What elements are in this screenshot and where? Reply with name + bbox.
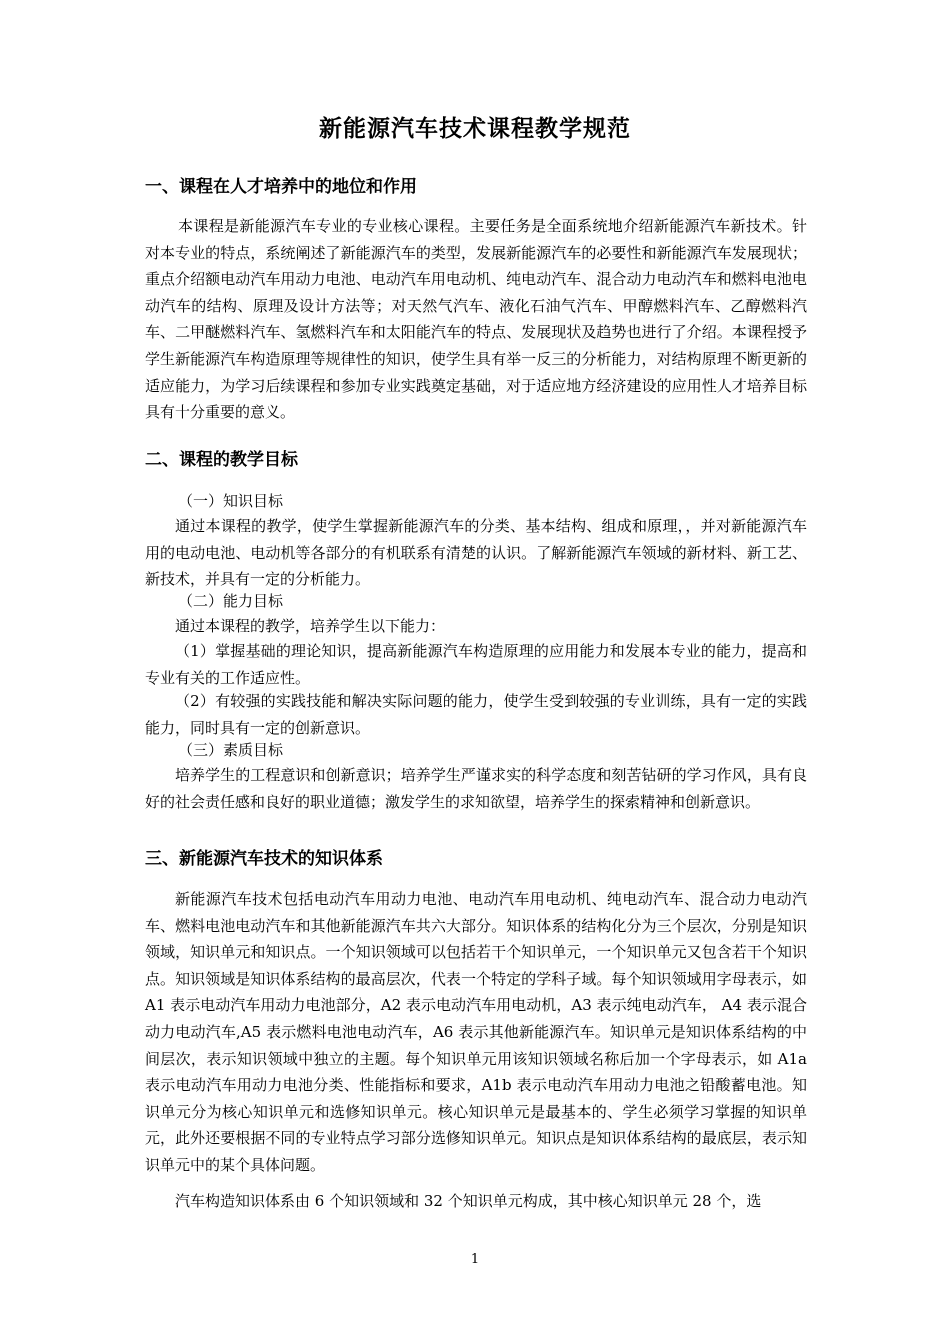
ability-goal-intro: 通过本课程的教学，培养学生以下能力：	[175, 617, 446, 635]
subheading-knowledge-goal: （一）知识目标	[178, 492, 284, 510]
document-title: 新能源汽车技术课程教学规范	[319, 116, 631, 142]
subheading-ability-goal: （二）能力目标	[178, 592, 284, 610]
section-heading-1: 一、课程在人才培养中的地位和作用	[145, 177, 417, 197]
quality-goal-paragraph: 培养学生的工程意识和创新意识；培养学生严谨求实的科学态度和刻苦钻研的学习作风，具有良好的社会责任感和良好的职业道德；激发学生的求知欲望，培养学生的探索精神和创新意识。	[145, 766, 807, 811]
section-heading-2: 二、课程的教学目标	[145, 450, 298, 470]
ability-item-2: （2）有较强的实践技能和解决实际问题的能力，使学生受到较强的专业训练，具有一定的实践能力，同时具有一定的创新意识。	[145, 692, 807, 737]
section-1-paragraph: 本课程是新能源汽车专业的专业核心课程。主要任务是全面系统地介绍新能源汽车新技术。针对本专业的特点，系统阐述了新能源汽车的类型，发展新能源汽车的必要性和新能源汽车发展现状；重点介绍额电动汽车用动力电池、电动汽车用电动机、纯电动汽车、混合动力电动汽车和燃料电池电动汽车的结构、原理及设计方法等；对天然气汽车、液化石油气汽车、甲醇燃料汽车、乙醇燃料汽车、二甲醚燃料汽车、氢燃料汽车和太阳能汽车的特点、发展现状及趋势也进行了介绍。本课程授予学生新能源汽车构造原理等规律性的知识，使学生具有举一反三的分析能力，对结构原理不断更新的适应能力，为学习后续课程和参加专业实践奠定基础，对于适应地方经济建设的应用性人才培养目标具有十分重要的意义。	[145, 217, 807, 422]
ability-item-1: （1）掌握基础的理论知识，提高新能源汽车构造原理的应用能力和发展本专业的能力，提高和专业有关的工作适应性。	[145, 642, 807, 687]
knowledge-system-paragraph: 新能源汽车技术包括电动汽车用动力电池、电动汽车用电动机、纯电动汽车、混合动力电动汽车、燃料电池电动汽车和其他新能源汽车共六大部分。知识体系的结构化分为三个层次，分别是知识领域，知识单元和知识点。一个知识领域可以包括若干个知识单元，一个知识单元又包含若干个知识点。知识领域是知识体系结构的最高层次，代表一个特定的学科子域。每个知识领域用字母表示，如 A1 表示电动汽车用动力电池部分，A2 表示电动汽车用电动机，A3 表示纯电动汽车， A4 表示混合动力电动汽车,A5 表示燃料电池电动汽车，A6 表示其他新能源汽车。知识单元是知识体系结构的中间层次，表示知识领域中独立的主题。每个知识单元用该知识领域名称后加一个字母表示，如 A1a 表示电动汽车用动力电池分类、性能指标和要求，A1b 表示电动汽车用动力电池之铅酸蓄电池。知识单元分为核心知识单元和选修知识单元。核心知识单元是最基本的、学生必须学习掌握的知识单元，此外还要根据不同的专业特点学习部分选修知识单元。知识点是知识体系结构的最底层，表示知识单元中的某个具体问题。	[145, 890, 807, 1174]
knowledge-goal-paragraph: 通过本课程的教学，使学生掌握新能源汽车的分类、基本结构、组成和原理，，并对新能源汽车用的电动电池、电动机等各部分的有机联系有清楚的认识。了解新能源汽车领域的新材料、新工艺、新技术，并具有一定的分析能力。	[145, 517, 807, 589]
page-number: 1	[470, 1252, 480, 1267]
knowledge-system-paragraph-2: 汽车构造知识体系由 6 个知识领域和 32 个知识单元构成，其中核心知识单元 28 个，选	[175, 1192, 762, 1210]
subheading-quality-goal: （三）素质目标	[178, 741, 284, 759]
section-heading-3: 三、新能源汽车技术的知识体系	[145, 849, 383, 869]
